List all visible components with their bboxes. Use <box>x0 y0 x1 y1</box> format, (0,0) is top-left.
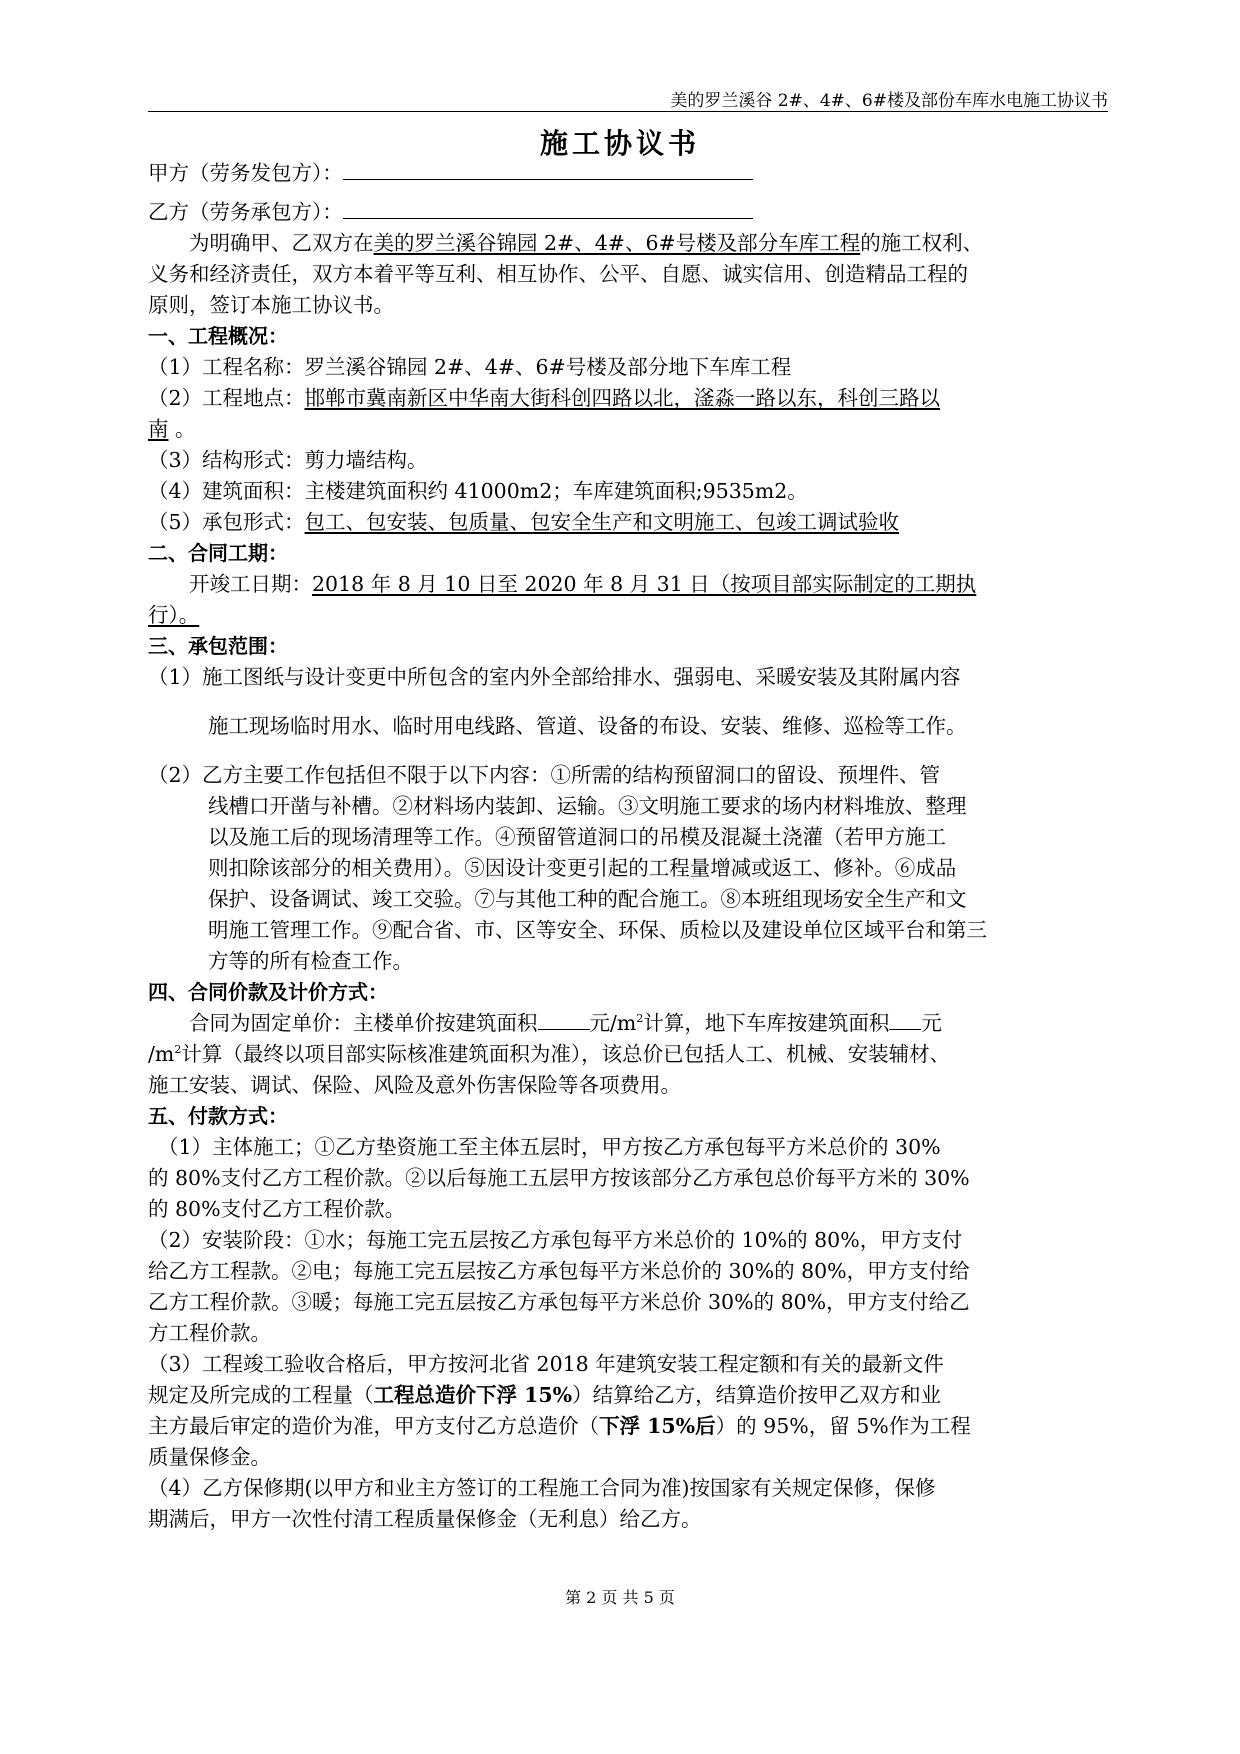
s3-item-2: （2）乙方主要工作包括但不限于以下内容：①所需的结构预留洞口的留设、预埋件、管 线槽口开凿与补槽。②材料场内装卸、运输。③文明施工要求的场内材料堆放、整理 以及施工后的现场清理等工作。④预留管道洞口的吊模及混凝土浇灌（若甲方施工 则扣除该部分的相关费用）。⑤因设计变更引起的工程量增减或返工、修补。⑥成品 保护、设备调试、竣工交验。⑦与其他工种的配合施工。⑧本班组现场安全生产和文 明施工管理工作。⑨配合省、市、区等安全、环保、质检以及建设单位区域平台和第三 方等的所有检查工作。 <box>148 763 987 973</box>
document-body <box>148 158 1108 1535</box>
s1-item-5: （5）承包形式：包工、包安装、包质量、包安全生产和文明施工、包竣工调试验收 <box>148 510 900 534</box>
section-5-heading: 五、付款方式： <box>148 1104 288 1128</box>
s1-item-4: （4）建筑面积：主楼建筑面积约 41000m2；车库建筑面积;9535m2。 <box>148 479 808 503</box>
s1-item-1: （1）工程名称：罗兰溪谷锦园 2#、4#、6#号楼及部分地下车库工程 <box>148 355 792 379</box>
party-b-label: 乙方（劳务承包方）： <box>148 200 343 224</box>
s1-item-2: （2）工程地点：邯郸市冀南新区中华南大街科创四路以北，滏淼一路以东，科创三路以 <box>148 386 941 410</box>
s5-item-1: （1）主体施工；①乙方垫资施工至主体五层时，甲方按乙方承包每平方米总价的 30% 的 80%支付乙方工程价款。②以后每施工五层甲方按该部分乙方承包总价每平方米的 30% 的 80%支付乙方工程价款。 <box>148 1135 970 1221</box>
s5-item-4: （4）乙方保修期(以甲方和业主方签订的工程施工合同为准)按国家有关规定保修，保修 期满后，甲方一次性付清工程质量保修金（无利息）给乙方。 <box>148 1476 936 1531</box>
s2-dates-line-1: 开竣工日期：2018 年 8 月 10 日至 2020 年 8 月 31 日（按项目部实际制定的工期执 <box>189 572 977 596</box>
discount-note-2: 下浮 15%后 <box>599 1414 716 1438</box>
section-3-heading: 三、承包范围： <box>148 634 288 658</box>
discount-note: 工程总造价下浮 15% <box>373 1383 573 1407</box>
intro-line-1: 为明确甲、乙双方在美的罗兰溪谷锦园 2#、4#、6#号楼及部分车库工程的施工权利、 <box>189 231 984 255</box>
contract-form: 包工、包安装、包质量、包安全生产和文明施工、包竣工调试验收 <box>304 510 900 534</box>
party-b-line <box>148 197 1108 228</box>
document-title: 施工协议书 <box>539 127 700 160</box>
section-2-heading: 二、合同工期： <box>148 541 288 565</box>
s3-item-1-line-1: （1）施工图纸与设计变更中所包含的室内外全部给排水、强弱电、采暖安装及其附属内容 <box>148 665 961 689</box>
garage-price-blank <box>889 1011 921 1030</box>
header-divider <box>148 111 1108 112</box>
intro-line-2: 义务和经济责任，双方本着平等互利、相互协作、公平、自愿、诚实信用、创造精品工程的 <box>148 262 968 286</box>
project-location: 邯郸市冀南新区中华南大街科创四路以北，滏淼一路以东，科创三路以 <box>304 386 941 410</box>
s1-item-2-cont: 南 。 <box>148 417 196 441</box>
party-a-label: 甲方（劳务发包方）： <box>148 161 343 185</box>
s4-line-2: $/m^2$计算（最终以项目部实际核准建筑面积为准），该总价已包括人工、机械、安装辅材、 <box>148 1042 951 1066</box>
s3-item-1-line-2: 施工现场临时用水、临时用电线路、管道、设备的布设、安装、维修、巡检等工作。 <box>208 714 967 738</box>
page-number: 第 2 页 共 5 页 <box>565 1588 675 1607</box>
section-4-heading: 四、合同价款及计价方式： <box>148 980 388 1004</box>
main-price-blank <box>538 1011 590 1030</box>
party-a-blank <box>343 161 753 180</box>
party-a-line <box>148 158 1108 189</box>
s5-item-2: （2）安装阶段：①水；每施工完五层按乙方承包每平方米总价的 10%的 80%，甲方支付 给乙方工程款。②电；每施工完五层按乙方承包每平方米总价的 30%的 80%，甲方支付给 乙方工程价款。③暖；每施工完五层按乙方承包每平方米总价 30%的 80%，甲方支付给乙 方工程价款。 <box>148 1228 970 1345</box>
s4-line-1: 合同为固定单价：主楼单价按建筑面积 元$/m^2$计算，地下车库按建筑面积 元 <box>189 1011 942 1035</box>
s1-item-3: （3）结构形式：剪力墙结构。 <box>148 448 428 472</box>
running-header: 美的罗兰溪谷 2#、4#、6#楼及部份车库水电施工协议书 <box>670 91 1108 111</box>
contract-dates: 2018 年 8 月 10 日至 2020 年 8 月 31 日（按项目部实际制定的工期执 <box>312 572 977 596</box>
s2-dates-line-2: 行）。 <box>148 603 200 627</box>
project-name: 美的罗兰溪谷锦园 2#、4#、6#号楼及部分车库工程 <box>373 231 861 255</box>
s4-line-3: 施工安装、调试、保险、风险及意外伤害保险等各项费用。 <box>148 1073 681 1097</box>
s5-item-3: （3）工程竣工验收合格后，甲方按河北省 2018 年建筑安装工程定额和有关的最新文件 规定及所完成的工程量（工程总造价下浮 15%）结算给乙方，结算造价按甲乙双方和业 主方最后审定的造价为准，甲方支付乙方总造价（下浮 15%后）的 95%，留 5%作为工程 质量保修金。 <box>148 1352 971 1469</box>
intro-line-3: 原则，签订本施工协议书。 <box>148 293 394 317</box>
section-1-heading: 一、工程概况： <box>148 324 288 348</box>
party-b-blank <box>343 200 753 219</box>
